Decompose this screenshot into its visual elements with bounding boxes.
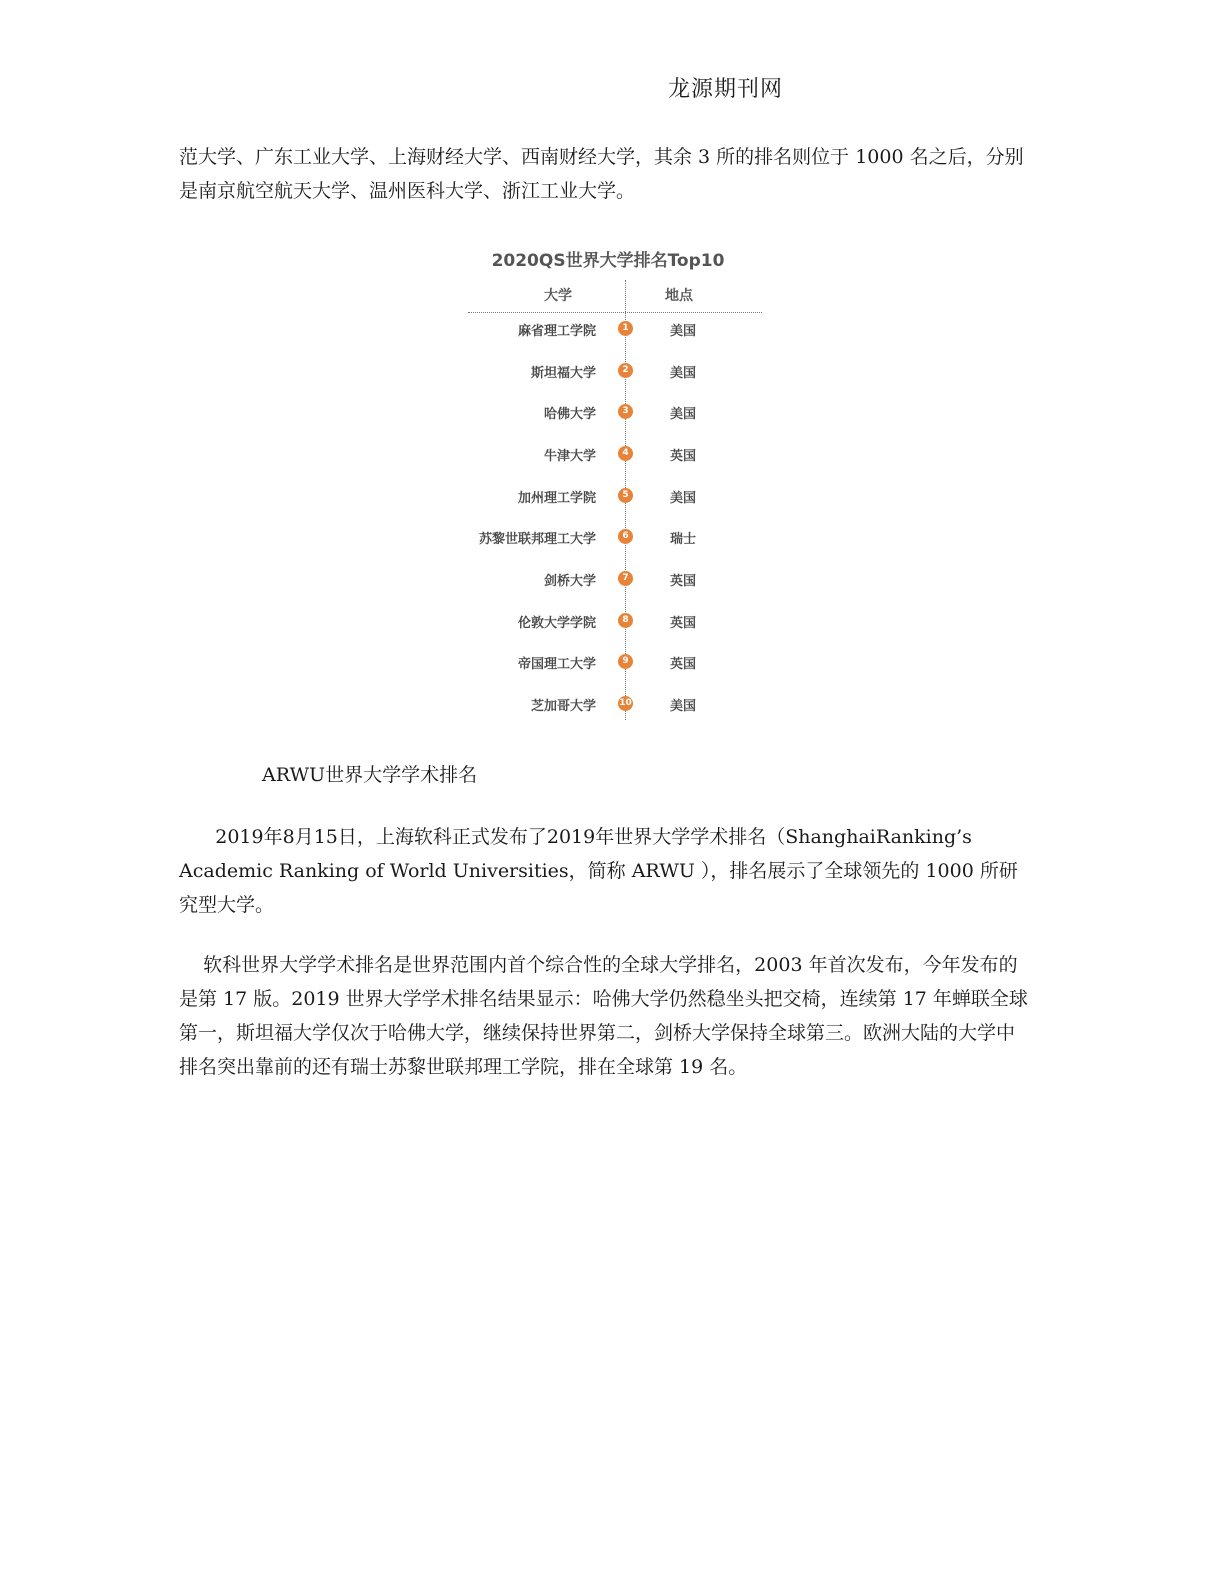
location-name: 美国: [670, 407, 697, 422]
university-name: 斯坦福大学: [530, 366, 596, 381]
university-name: 剑桥大学: [543, 574, 596, 589]
location-name: 英国: [670, 616, 697, 631]
location-name: 美国: [670, 491, 697, 506]
section-heading: ARWU世界大学学术排名: [262, 764, 478, 786]
ranking-row: [458, 651, 768, 675]
rank-badge: 5: [618, 488, 633, 503]
ranking-figure: [458, 240, 768, 720]
ranking-row: [458, 401, 768, 425]
header-divider: [468, 312, 762, 313]
ranking-row: [458, 318, 768, 342]
ranking-row: [458, 610, 768, 634]
university-name: 麻省理工学院: [517, 324, 596, 339]
university-name: 牛津大学: [543, 449, 596, 464]
ranking-row: [458, 443, 768, 467]
university-name: 苏黎世联邦理工大学: [478, 532, 596, 547]
body-paragraph-2: 2019年8月15日，上海软科正式发布了2019年世界大学学术排名（ShanghaiRanking’s Academic Ranking of World Universities，简称 ARWU ），排名展示了全球领先的 1000 所研究型大学。: [179, 826, 1018, 916]
ranking-row: [458, 526, 768, 550]
location-name: 美国: [670, 324, 697, 339]
ranking-row: [458, 693, 768, 717]
university-name: 哈佛大学: [543, 407, 596, 422]
location-name: 瑞士: [670, 532, 697, 547]
column-header-university: 大学: [544, 288, 572, 304]
rank-badge: 4: [618, 446, 633, 461]
rank-badge: 9: [618, 654, 633, 669]
rank-badge: 10: [618, 696, 633, 711]
location-name: 英国: [670, 657, 697, 672]
location-name: 美国: [670, 699, 697, 714]
university-name: 帝国理工大学: [517, 657, 596, 672]
ranking-row: [458, 568, 768, 592]
rank-badge: 2: [618, 363, 633, 378]
rank-badge: 7: [618, 571, 633, 586]
column-header-location: 地点: [665, 288, 693, 304]
ranking-row: [458, 360, 768, 384]
location-name: 美国: [670, 366, 697, 381]
location-name: 英国: [670, 574, 697, 589]
rank-badge: 3: [618, 404, 633, 419]
figure-title: 2020QS世界大学排名Top10: [491, 251, 725, 271]
body-paragraph-3: 软科世界大学学术排名是世界范围内首个综合性的全球大学排名，2003 年首次发布，今年发布的是第 17 版。2019 世界大学学术排名结果显示：哈佛大学仍然稳坐头把交椅，连续第 17 年蝉联全球第一，斯坦福大学仅次于哈佛大学，继续保持世界第二，剑桥大学保持全球第三。欧洲大陆的大学中排名突出靠前的还有瑞士苏黎世联邦理工学院，排在全球第 19 名。: [179, 954, 1028, 1078]
university-name: 伦敦大学学院: [517, 616, 596, 631]
university-name: 加州理工学院: [517, 491, 596, 506]
rank-badge: 1: [618, 321, 633, 336]
rank-badge: 8: [618, 613, 633, 628]
location-name: 英国: [670, 449, 697, 464]
ranking-row: [458, 485, 768, 509]
rank-badge: 6: [618, 529, 633, 544]
body-paragraph-1: 范大学、广东工业大学、上海财经大学、西南财经大学，其余 3 所的排名则位于 1000 名之后，分别是南京航空航天大学、温州医科大学、浙江工业大学。: [179, 146, 1024, 202]
journal-site-title: 龙源期刊网: [668, 77, 784, 102]
university-name: 芝加哥大学: [530, 699, 596, 714]
